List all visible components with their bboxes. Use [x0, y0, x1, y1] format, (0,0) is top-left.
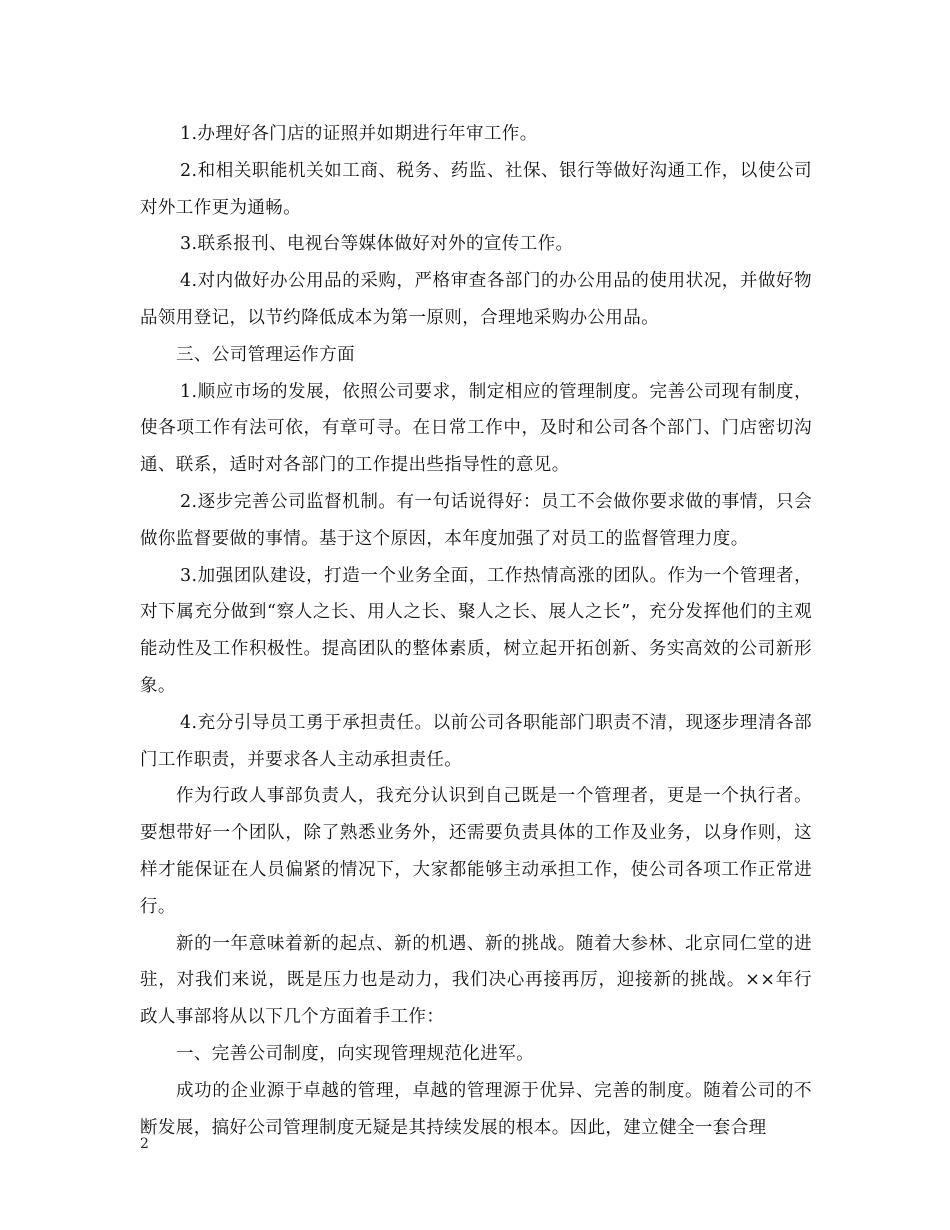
paragraph-system: 成功的企业源于卓越的管理，卓越的管理源于优异、完善的制度。随着公司的不断发展，搞好公司管理制度无疑是其持续发展的根本。因此，建立健全一套合理	[140, 1080, 812, 1138]
paragraph-item-2: 2.和相关职能机关如工商、税务、药监、社保、银行等做好沟通工作，以使公司对外工作更为通畅。	[140, 160, 812, 218]
paragraph-management-2: 2.逐步完善公司监督机制。有一句话说得好：员工不会做你要求做的事情，只会做你监督要做的事情。基于这个原因，本年度加强了对员工的监督管理力度。	[140, 491, 812, 549]
page-number: 2	[140, 1136, 149, 1152]
section-heading-3: 三、公司管理运作方面	[176, 344, 355, 365]
paragraph-management-1: 1.顺应市场的发展，依照公司要求，制定相应的管理制度。完善公司现有制度，使各项工作有法可依，有章可寻。在日常工作中，及时和公司各个部门、门店密切沟通、联系，适时对各部门的工作提出些指导性的意见。	[140, 381, 812, 476]
paragraph-new-year: 新的一年意味着新的起点、新的机遇、新的挑战。随着大参林、北京同仁堂的进驻，对我们来说，既是压力也是动力，我们决心再接再厉，迎接新的挑战。××年行政人事部将从以下几个方面着手工作：	[140, 933, 812, 1028]
paragraph-management-4: 4.充分引导员工勇于承担责任。以前公司各职能部门职责不清，现逐步理清各部门工作职责，并要求各人主动承担责任。	[140, 712, 812, 770]
paragraph-item-1: 1.办理好各门店的证照并如期进行年审工作。	[180, 124, 538, 144]
paragraph-item-4: 4.对内做好办公用品的采购，严格审查各部门的办公用品的使用状况，并做好物品领用登记，以节约降低成本为第一原则，合理地采购办公用品。	[140, 271, 812, 328]
paragraph-management-3: 3.加强团队建设，打造一个业务全面，工作热情高涨的团队。作为一个管理者，对下属充分做到“察人之长、用人之长、聚人之长、展人之长”，充分发挥他们的主观能动性及工作积极性。提高团队的整体素质，树立起开拓创新、务实高效的公司新形象。	[140, 565, 812, 696]
paragraph-item-3: 3.联系报刊、电视台等媒体做好对外的宣传工作。	[180, 234, 574, 255]
section-heading-1: 一、完善公司制度，向实现管理规范化进军。	[176, 1043, 534, 1064]
paragraph-reflection: 作为行政人事部负责人，我充分认识到自己既是一个管理者，更是一个执行者。要想带好一个团队，除了熟悉业务外，还需要负责具体的工作及业务，以身作则，这样才能保证在人员偏紧的情况下，大家都能够主动承担工作，使公司各项工作正常进行。	[140, 786, 812, 917]
document-body	[140, 116, 812, 1146]
